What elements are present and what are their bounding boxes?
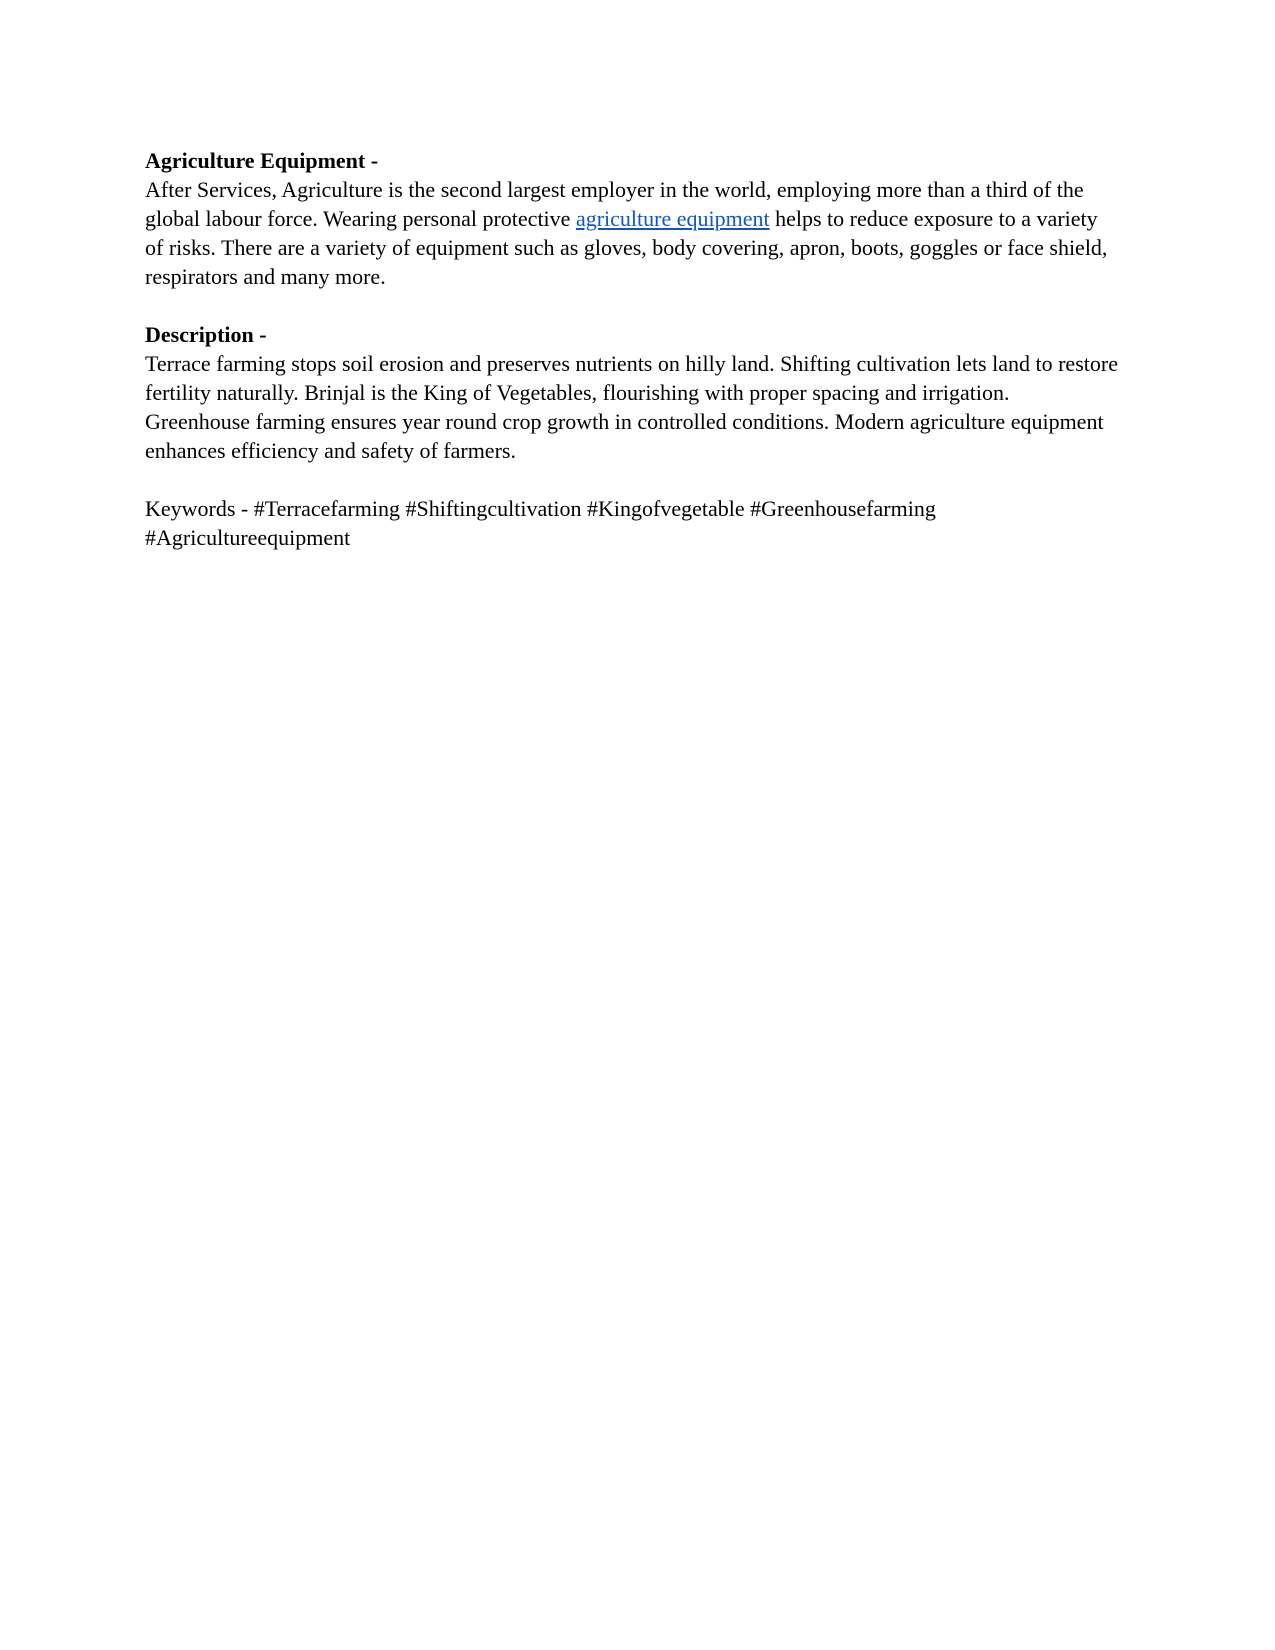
description-paragraph: Terrace farming stops soil erosion and preserves nutrients on hilly land. Shifting cultivation lets land to restore fertility naturally. Brinjal is the King of Vegetables, flourishing with proper spacing and irrigation. Greenhouse farming ensures year round crop growth in controlled conditions. Modern agriculture equipment enhances efficiency and safety of farmers.: [145, 351, 1118, 463]
blank-line-separator: [145, 465, 1120, 494]
blank-line-separator: [145, 291, 1120, 320]
section-agriculture-equipment: [145, 146, 1120, 291]
agriculture-equipment-paragraph: [145, 175, 1120, 291]
paragraph-text-after-link: helps to reduce exposure to a variety of risks. There are a variety of equipment such as gloves, body covering, apron, boots, goggles or face shield, respirators and many more.: [145, 206, 1108, 289]
section-description: [145, 320, 1120, 465]
keywords-line: Keywords - #Terracefarming #Shiftingcultivation #Kingofvegetable #Greenhousefarming #Agricultureequipment: [145, 496, 936, 550]
description-heading: Description -: [145, 322, 267, 347]
paragraph-text-before-link: After Services, Agriculture is the second largest employer in the world, employing more than a third of the global labour force. Wearing personal protective: [145, 177, 1084, 231]
agriculture-equipment-link[interactable]: agriculture equipment: [575, 206, 770, 231]
agriculture-equipment-heading: Agriculture Equipment -: [145, 148, 379, 173]
document-body: [145, 146, 1120, 552]
